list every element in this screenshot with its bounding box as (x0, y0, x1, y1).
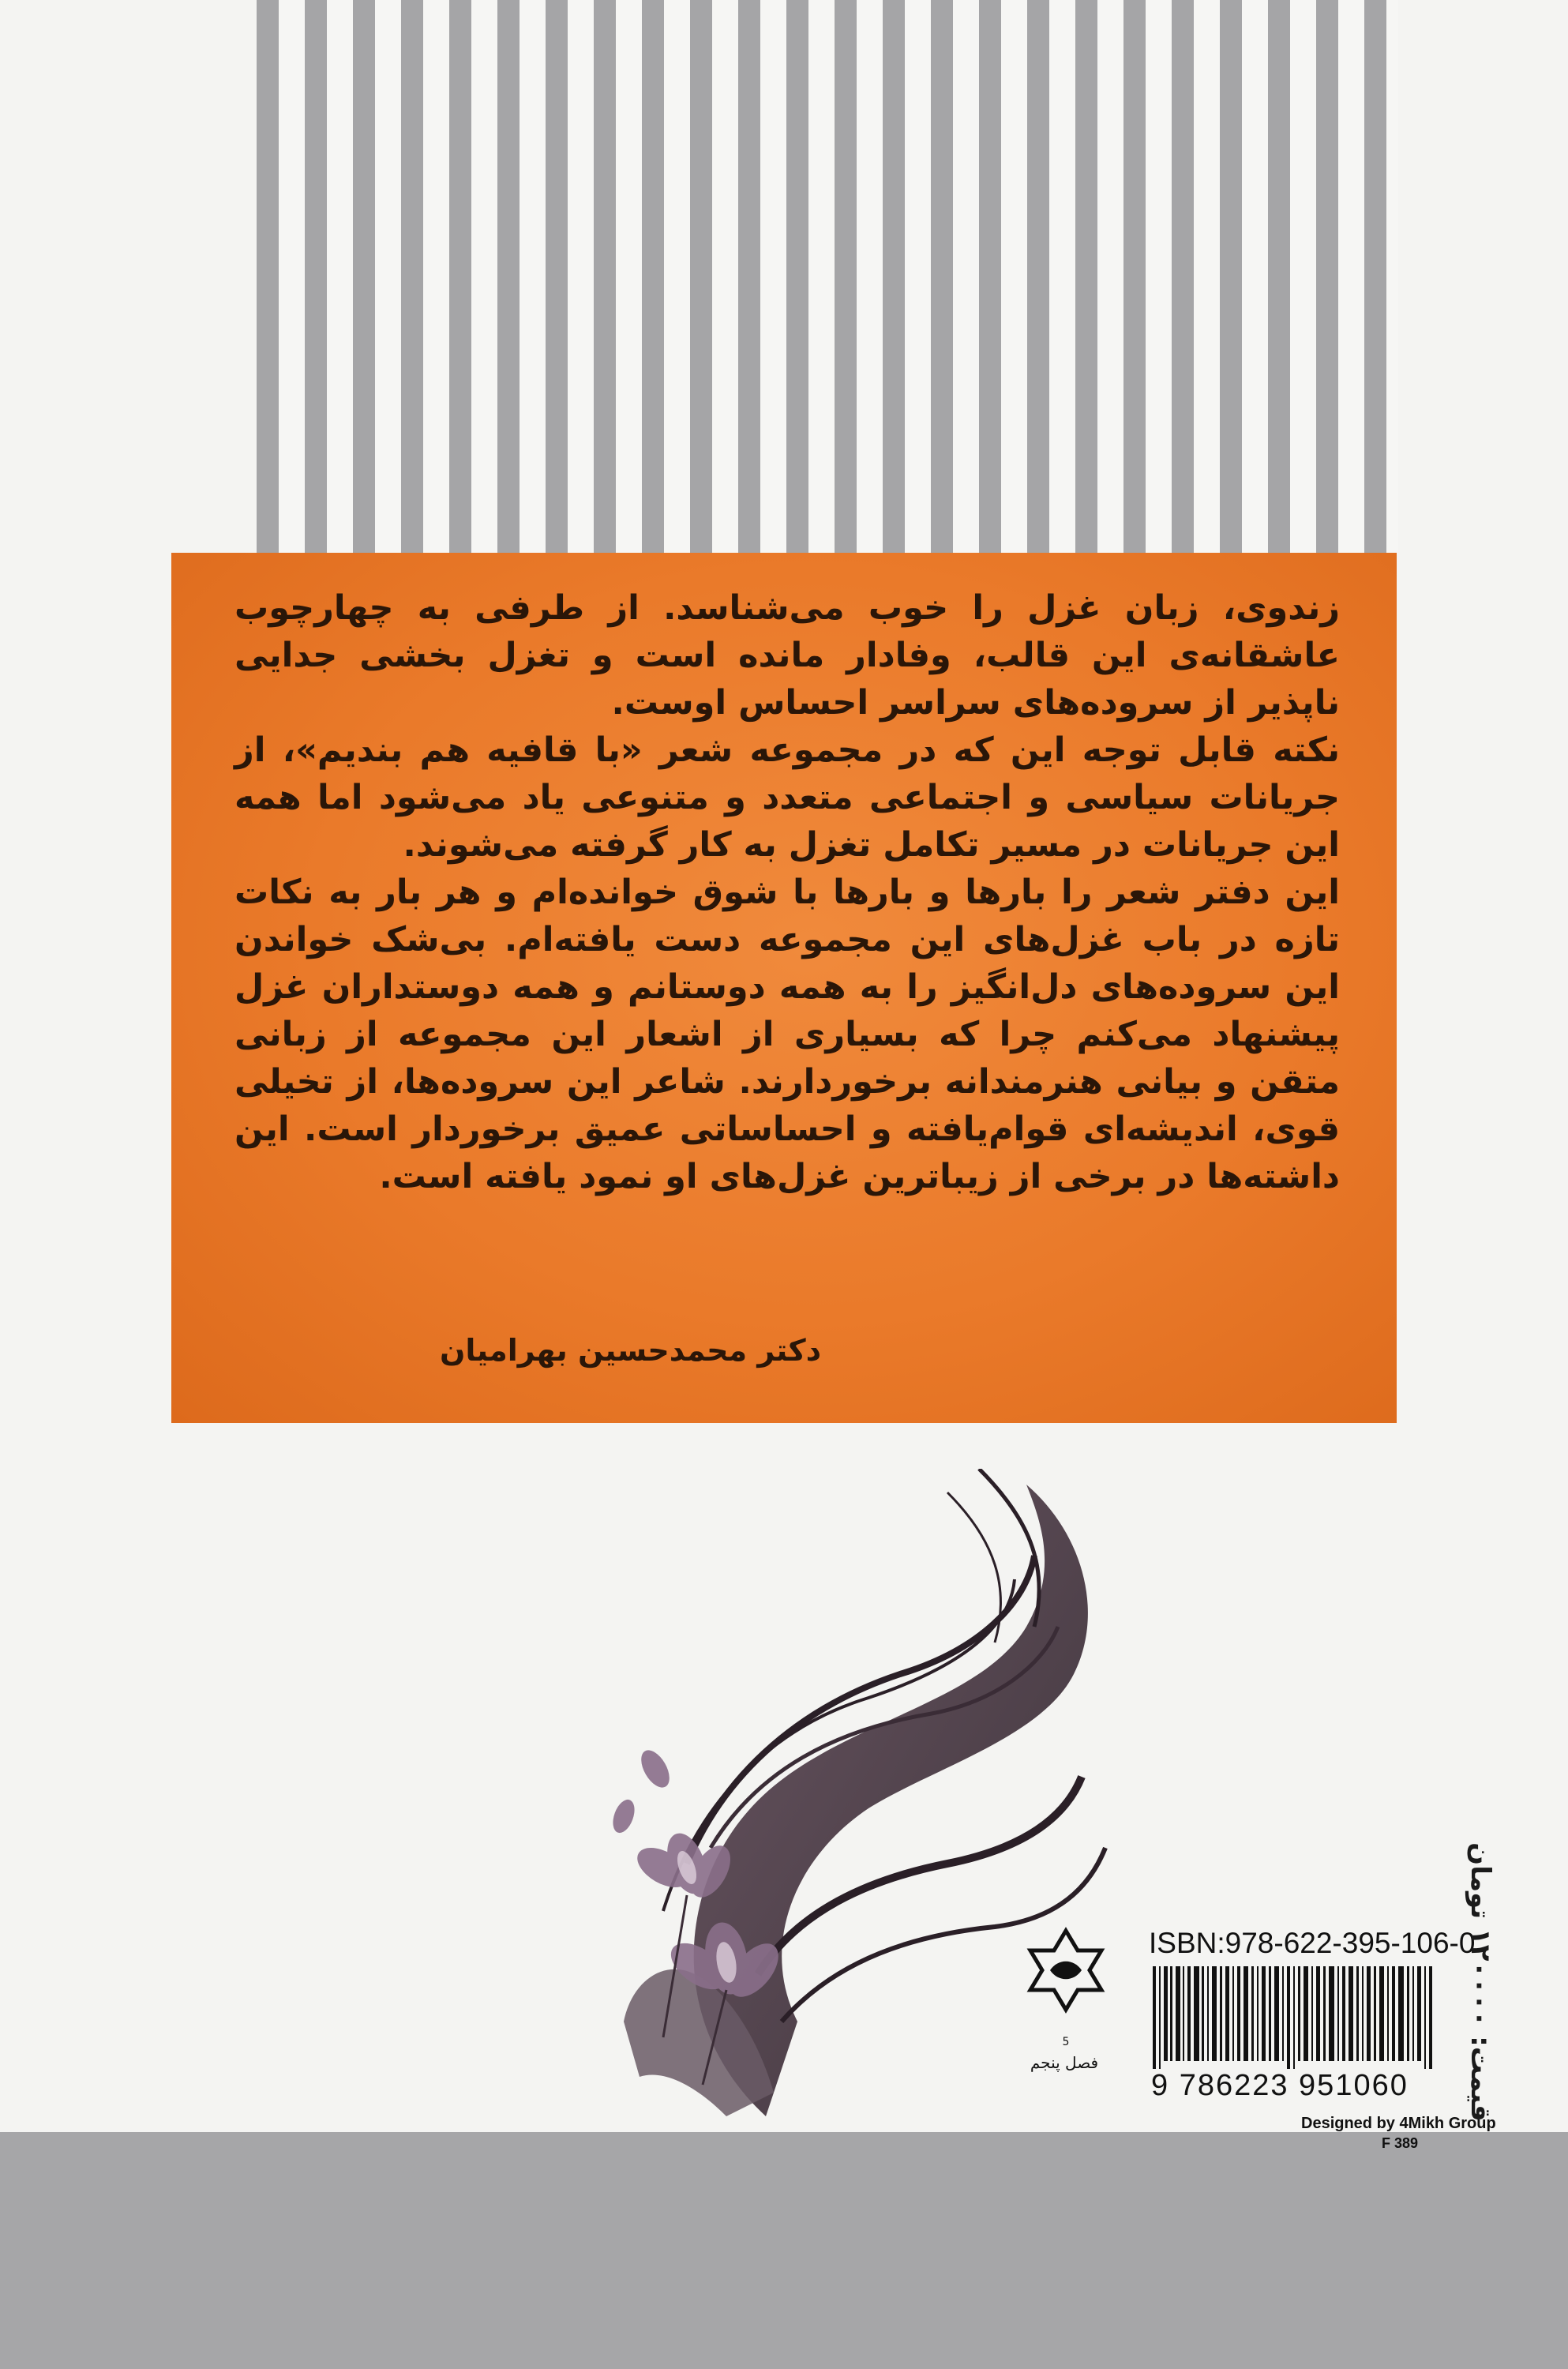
isbn-barcode (1153, 1966, 1433, 2069)
blurb-text (234, 584, 1340, 1200)
catalog-code: F 389 (1382, 2135, 1419, 2151)
svg-text:5: 5 (1062, 2036, 1070, 2048)
publisher-name: فصل پنجم (1030, 2053, 1099, 2072)
author-signature: دکتر محمدحسین بهرامیان (440, 1333, 822, 1368)
barcode-digits: 9 786223 951060 (1151, 2069, 1409, 2102)
price-text: قیمت: ۱۲۰۰۰۰ تومان (1465, 1842, 1496, 2122)
isbn-label: ISBN:978-622-395-106-0 (1149, 1927, 1476, 1959)
woman-flower-illustration (426, 1469, 1240, 2132)
vertical-stripes-decoration (257, 0, 1398, 553)
blurb-paragraph-1: زندوی، زبان غزل را خوب می‌شناسد. از طرفی به چهارچوب عاشقانه‌ی این قالب، وفادار مانده است و تغزل بخشی جدایی ناپذیر از سروده‌های سراسر احساس اوست. (234, 588, 1340, 723)
blurb-paragraph-3: این دفتر شعر را بارها و بارها با شوق خوانده‌ام و هر بار به نکات تازه در باب غزل‌های این مجموعه دست یافته‌ام. بی‌شک خواندن این سروده‌های دل‌انگیز را به همه دوستانم و همه دوستداران غزل پیشنهاد می‌کنم چرا که بسیاری از اشعار این مجموعه از زبانی متقن و بیانی هنرمندانه برخوردارند. شاعر این سروده‌ها، از تخیلی قوی، اندیشه‌ای قوام‌یافته و احساساتی عمیق برخوردار است. این داشته‌ها در برخی از زیباترین غزل‌های او نمود یافته است. (234, 873, 1340, 1196)
blurb-panel (171, 553, 1397, 1423)
blurb-paragraph-2: نکته قابل توجه این که در مجموعه شعر «با قافیه هم بندیم»، از جریانات سیاسی و اجتماعی متعدد و متنوعی یاد می‌شود اما همه این جریانات در مسیر تکامل تغزل به کار گرفته می‌شوند. (234, 730, 1340, 865)
price-label (1445, 1816, 1516, 2148)
designer-credit: Designed by 4Mikh Group (1301, 2115, 1496, 2132)
bottom-gray-band (0, 2132, 1568, 2369)
publisher-logo (1018, 1927, 1113, 2053)
